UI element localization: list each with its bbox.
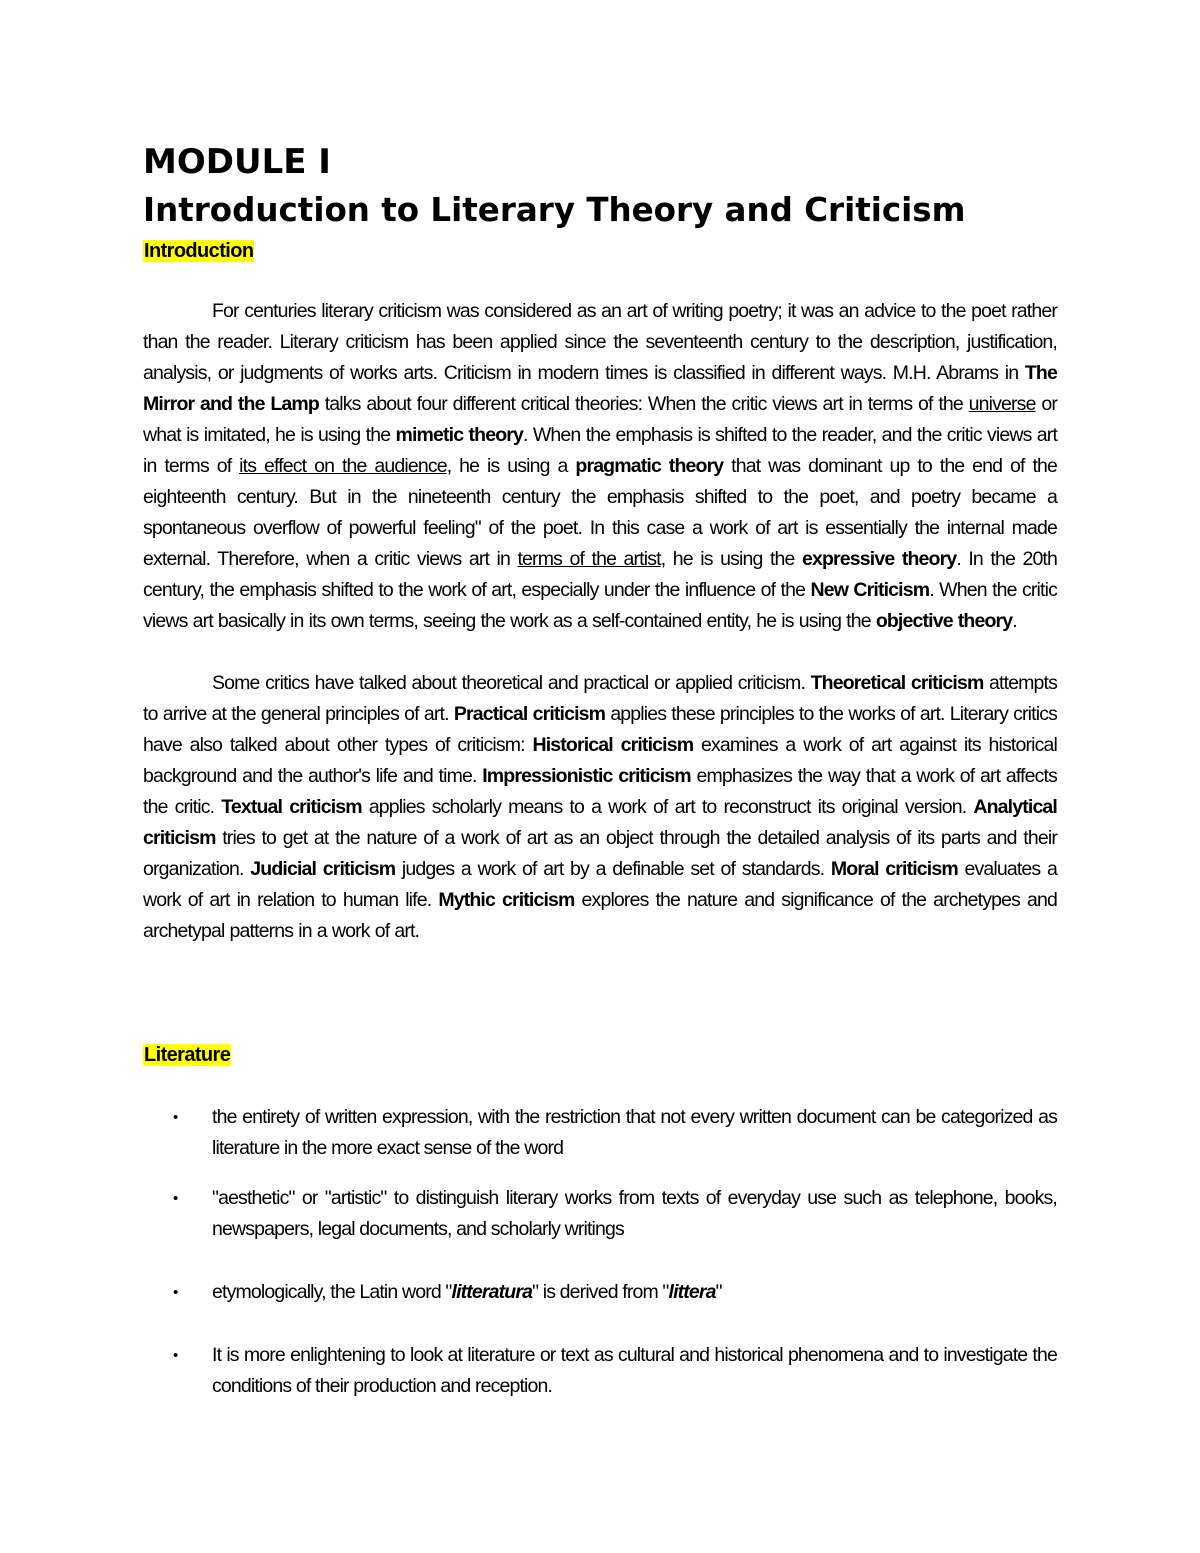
p1-text-2: talks about four different critical theories: When the critic views art in terms of the — [318, 393, 969, 415]
module-subtitle: Introduction to Literary Theory and Criticism — [143, 191, 966, 229]
bullet-icon: • — [173, 1109, 178, 1126]
p2-term-impressionistic: Impressionistic criticism — [482, 765, 691, 787]
p1-term-expressive: expressive theory — [802, 548, 957, 570]
list-item-text-2: " is derived from " — [532, 1281, 669, 1303]
p2-text-9: evaluates a work of art in relation to human life. — [143, 858, 1057, 911]
list-item-text-3: " — [715, 1281, 722, 1303]
introduction-body — [143, 296, 1057, 947]
p2-text-5: emphasizes the way that a work of art affects the critic. — [143, 765, 1057, 818]
p1-text-1: For centuries literary criticism was considered as an art of writing poetry; it was an advice to the poet rather than the reader. Literary criticism has been applied since the seventeenth century to the description, justification, analysis, or judgments of works arts. Criticism in modern times is classified in different ways. M.H. Abrams in — [143, 300, 1057, 384]
p1-text-3: or what is imitated, he is using the — [143, 393, 1057, 446]
introduction-heading — [143, 238, 254, 264]
p1-underline-artist: terms of the artist — [517, 548, 661, 570]
latin-word-littera: littera — [668, 1281, 716, 1303]
p2-text-7: tries to get at the nature of a work of art as an object through the detailed analysis of its parts and their organization. — [143, 827, 1057, 880]
module-title: MODULE I — [143, 142, 331, 182]
p1-term-new-criticism: New Criticism — [810, 579, 930, 601]
p2-text-1: Some critics have talked about theoretical and practical or applied criticism. — [212, 672, 811, 694]
p2-term-practical: Practical criticism — [453, 703, 606, 725]
list-item — [143, 1340, 1057, 1402]
p2-text-2: attempts to arrive at the general principles of art. — [143, 672, 1057, 725]
p1-text-4: . When the emphasis is shifted to the reader, and the critic views art in terms of — [143, 424, 1058, 477]
p2-term-mythic: Mythic criticism — [438, 889, 575, 911]
paragraph-critical-theories — [143, 296, 1057, 637]
literature-heading-text: Literature — [144, 1044, 231, 1066]
latin-word-litteratura: litteratura — [451, 1281, 533, 1303]
bullet-icon: • — [173, 1284, 178, 1301]
p1-text-9: . When the critic views art basically in its own terms, seeing the work as a self-contained entity, he is using the — [143, 579, 1057, 632]
p2-text-4: examines a work of art against its historical background and the author's life and time. — [143, 734, 1057, 787]
list-item — [143, 1183, 1057, 1245]
p1-text-5: , he is using a — [446, 455, 576, 477]
paragraph-criticism-types — [143, 668, 1057, 947]
literature-list — [143, 1102, 1057, 1402]
list-item — [143, 1277, 1057, 1308]
p2-text-3: applies these principles to the works of art. Literary critics have also talked about other types of criticism: — [143, 703, 1057, 756]
list-item-text-1: etymologically, the Latin word " — [212, 1281, 452, 1303]
p2-text-6: applies scholarly means to a work of art to reconstruct its original version. — [361, 796, 974, 818]
introduction-heading-text: Introduction — [144, 240, 254, 262]
literature-heading — [143, 1042, 231, 1068]
p2-text-10: explores the nature and significance of the archetypes and archetypal patterns in a work of art. — [143, 889, 1057, 942]
list-item-text: the entirety of written expression, with the restriction that not every written document can be categorized as literature in the more exact sense of the word — [212, 1106, 1057, 1159]
p1-underline-universe: universe — [968, 393, 1036, 415]
p1-underline-audience: its effect on the audience — [239, 455, 447, 477]
p1-text-6: that was dominant up to the end of the eighteenth century. But in the nineteenth century the emphasis shifted to the poet, and poetry became a spontaneous overflow of powerful feeling" of the poet. In this case a work of art is essentially the internal made external. Therefore, when a critic views art in — [143, 455, 1058, 570]
bullet-icon: • — [173, 1190, 178, 1207]
p2-term-textual: Textual criticism — [221, 796, 362, 818]
p2-term-judicial: Judicial criticism — [250, 858, 396, 880]
list-item-text: It is more enlightening to look at literature or text as cultural and historical phenomena and to investigate the conditions of their production and reception. — [212, 1344, 1057, 1397]
p1-term-mimetic: mimetic theory — [395, 424, 524, 446]
p2-term-theoretical: Theoretical criticism — [810, 672, 984, 694]
list-item — [143, 1102, 1057, 1164]
list-item-text: "aesthetic" or "artistic" to distinguish literary works from texts of everyday use such as telephone, books, newspapers, legal documents, and scholarly writings — [212, 1187, 1057, 1240]
p1-term-objective: objective theory — [875, 610, 1013, 632]
title-block — [143, 138, 1103, 234]
p2-term-analytical: Analytical criticism — [143, 796, 1057, 849]
bullet-icon: • — [173, 1347, 178, 1364]
p1-term-pragmatic: pragmatic theory — [575, 455, 724, 477]
p1-book-title: The Mirror and the Lamp — [143, 362, 1057, 415]
p2-text-8: judges a work of art by a definable set of standards. — [395, 858, 831, 880]
p1-text-8: . In the 20th century, the emphasis shifted to the work of art, especially under the influence of the — [143, 548, 1057, 601]
p2-term-historical: Historical criticism — [532, 734, 694, 756]
p1-text-7: , he is using the — [660, 548, 802, 570]
p1-text-10: . — [1012, 610, 1017, 632]
p2-term-moral: Moral criticism — [830, 858, 958, 880]
